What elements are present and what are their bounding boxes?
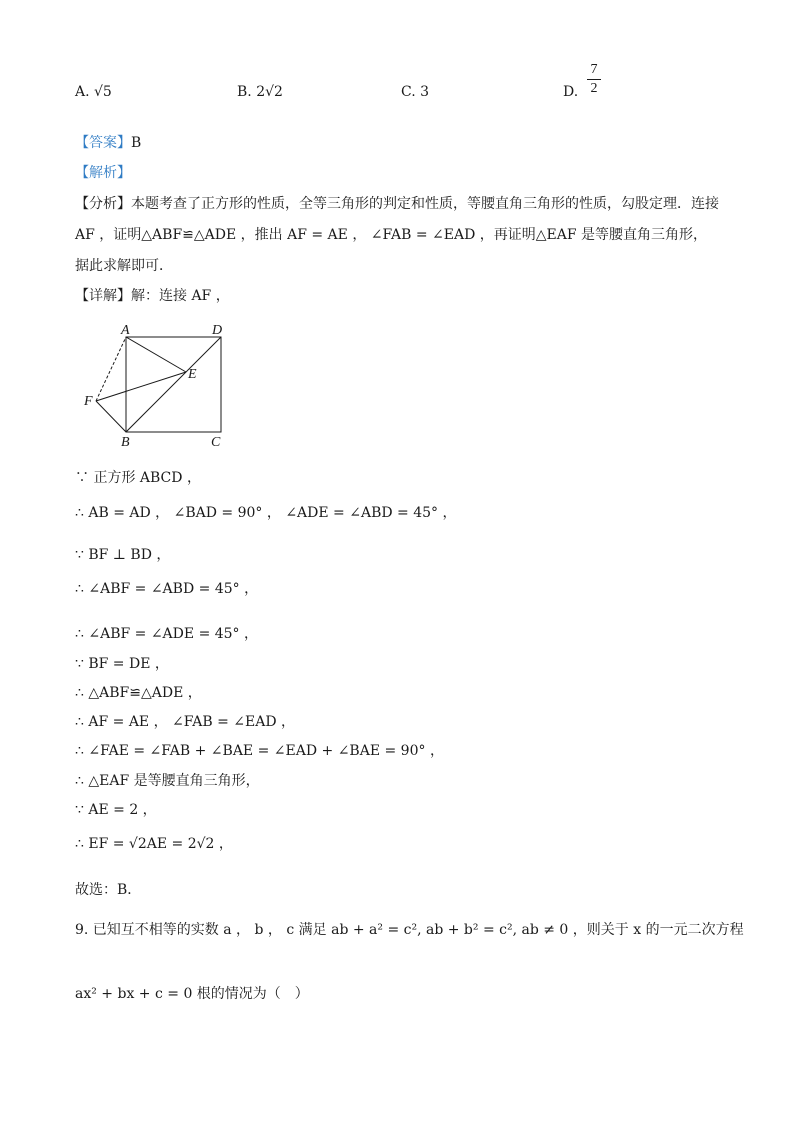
option-c: C. 3 — [401, 84, 430, 100]
option-d-numerator: 7 — [590, 62, 598, 77]
square-geometry-figure — [78, 318, 238, 452]
answer-tag: 【答案】 — [75, 135, 131, 151]
label-d: D — [212, 323, 223, 338]
option-d-prefix: D. — [563, 84, 579, 100]
step-10: ∴ △EAF 是等腰直角三角形， — [75, 773, 260, 789]
segment-ae — [126, 337, 186, 372]
summary-text-1: 本题考查了正方形的性质，全等三角形的判定和性质，等腰直角三角形的性质，勾股定理．连接 — [131, 196, 719, 212]
fraction-bar — [587, 79, 601, 80]
option-b: B. 2√2 — [237, 84, 283, 100]
analysis-tag: 【解析】 — [75, 165, 131, 181]
answer-value: B — [131, 135, 142, 151]
label-a: A — [121, 323, 130, 338]
step-12: ∴ EF = √2AE = 2√2 ， — [75, 836, 233, 852]
step-5: ∴ ∠ABF = ∠ADE = 45° ， — [75, 626, 259, 642]
detail-tag: 【详解】 — [75, 288, 131, 304]
step-9: ∴ ∠FAE = ∠FAB + ∠BAE = ∠EAD + ∠BAE = 90° ， — [75, 743, 444, 759]
step-11: ∵ AE = 2 ， — [75, 802, 157, 818]
segment-fe — [96, 372, 186, 401]
diagonal-bd — [126, 337, 221, 432]
detail-line — [75, 286, 230, 306]
conclusion: 故选：B． — [75, 882, 142, 898]
step-4: ∴ ∠ABF = ∠ABD = 45° ， — [75, 581, 259, 597]
label-c: C — [211, 435, 221, 450]
question-9-line-2: ax² + bx + c = 0 根的情况为（ ） — [75, 986, 309, 1002]
label-f: F — [84, 394, 93, 409]
label-b: B — [121, 435, 130, 450]
summary-line-1 — [75, 194, 719, 214]
segment-fb — [96, 401, 126, 432]
option-a: A. √5 — [75, 84, 112, 100]
summary-line-3: 据此求解即可． — [75, 258, 173, 274]
summary-tag: 【分析】 — [75, 196, 131, 212]
answer-line — [75, 133, 141, 153]
summary-line-2: AF ，证明△ABF≌△ADE ，推出 AF = AE ， ∠FAB = ∠EAD ，再证明△EAF 是等腰直角三角形， — [75, 227, 708, 243]
step-2: ∴ AB = AD ， ∠BAD = 90° ， ∠ADE = ∠ABD = 45° ， — [75, 505, 457, 521]
option-d-fraction — [587, 62, 601, 97]
detail-text: 解：连接 AF ， — [131, 288, 230, 304]
label-e: E — [188, 367, 197, 382]
dashed-segment-af — [96, 337, 126, 401]
question-9-line-1: 9. 已知互不相等的实数 a ， b ， c 满足 ab + a² = c², ab + b² = c², ab ≠ 0 ，则关于 x 的一元二次方程 — [75, 922, 744, 938]
step-3: ∵ BF ⊥ BD ， — [75, 547, 171, 563]
step-6: ∵ BF = DE ， — [75, 656, 169, 672]
step-8: ∴ AF = AE ， ∠FAB = ∠EAD ， — [75, 714, 296, 730]
step-1: ∵ 正方形 ABCD ， — [75, 470, 201, 486]
step-7: ∴ △ABF≌△ADE ， — [75, 685, 202, 701]
option-d-denominator: 2 — [590, 81, 598, 96]
